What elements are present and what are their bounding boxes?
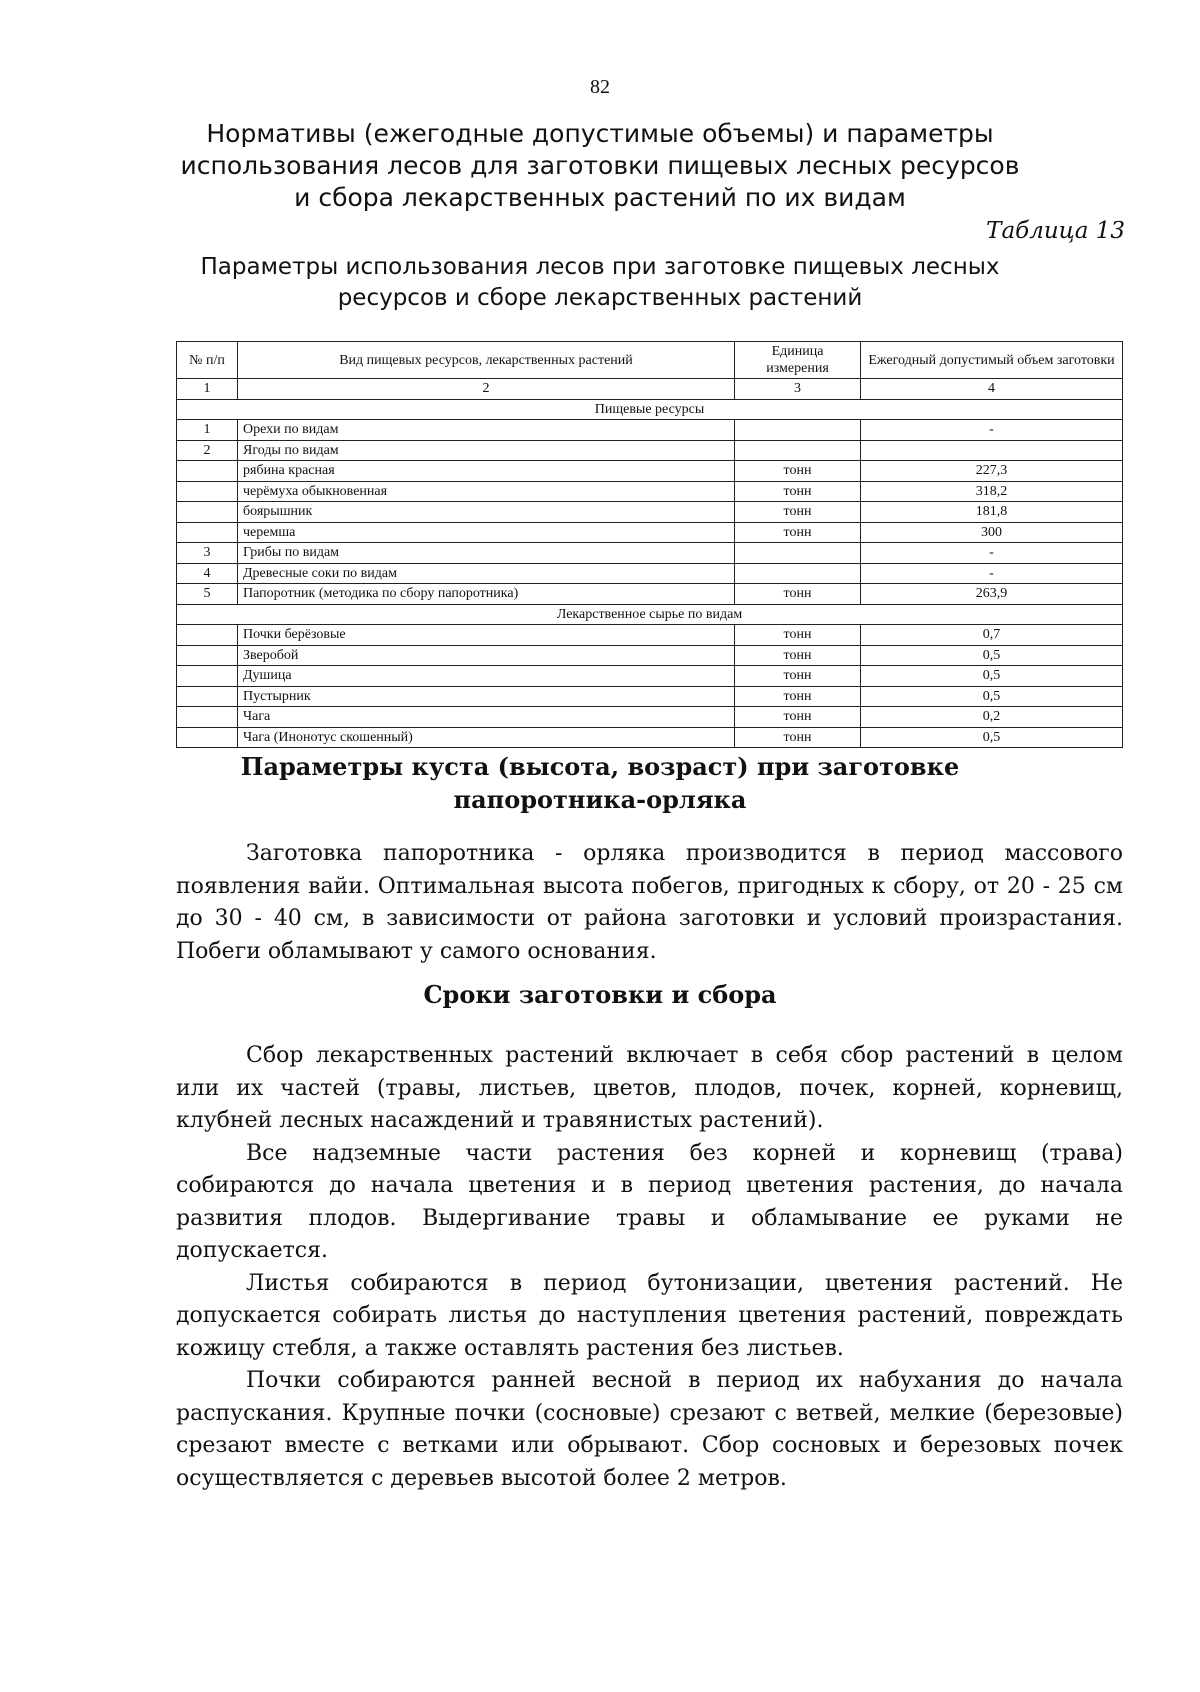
row-number xyxy=(177,625,238,646)
resource-name: Душица xyxy=(238,666,735,687)
section-title-medicinal: Лекарственное сырье по видам xyxy=(177,604,1123,625)
resource-name: черемша xyxy=(238,522,735,543)
table-row xyxy=(177,625,1123,646)
resource-name: рябина красная xyxy=(238,461,735,482)
row-number xyxy=(177,666,238,687)
column-number: 1 xyxy=(177,379,238,400)
volume-cell: 227,3 xyxy=(861,461,1123,482)
row-number xyxy=(177,481,238,502)
volume-cell: 300 xyxy=(861,522,1123,543)
volume-cell xyxy=(861,440,1123,461)
unit-cell: тонн xyxy=(735,707,861,728)
document-title: Нормативы (ежегодные допустимые объемы) и параметры использования лесов для заготовки пищевых лесных ресурсов и сбора лекарственных растений по их видам xyxy=(180,119,1020,212)
harvest-paragraphs xyxy=(176,1040,1123,1495)
unit-cell: тонн xyxy=(735,522,861,543)
table-row xyxy=(177,727,1123,748)
volume-cell: 0,5 xyxy=(861,645,1123,666)
volume-cell: - xyxy=(861,543,1123,564)
paragraph-fern: Заготовка папоротника - орляка производится в период массового появления вайи. Оптимальная высота побегов, пригодных к сбору, от 20 - 25 см до 30 - 40 см, в зависимости от района заготовки и условий произрастания. Побеги обламывают у самого основания. xyxy=(176,841,1123,964)
heading-fern-parameters: Параметры куста (высота, возраст) при заготовке папоротника-орляка xyxy=(240,752,960,814)
volume-cell: 181,8 xyxy=(861,502,1123,523)
paragraph: Все надземные части растения без корней и корневищ (трава) собираются до начала цветения и в период цветения растения, до начала развития плодов. Выдергивание травы и обламывание ее руками не допускается. xyxy=(176,1140,1123,1263)
row-number xyxy=(177,645,238,666)
row-number xyxy=(177,522,238,543)
section-title-food: Пищевые ресурсы xyxy=(177,399,1123,420)
resource-name: Зверобой xyxy=(238,645,735,666)
resource-name: Пустырник xyxy=(238,686,735,707)
column-number: 2 xyxy=(238,379,735,400)
resource-name: Ягоды по видам xyxy=(238,440,735,461)
header-annual-volume: Ежегодный допустимый объем заготовки xyxy=(861,342,1123,379)
unit-cell: тонн xyxy=(735,686,861,707)
row-number: 5 xyxy=(177,584,238,605)
heading-harvest-terms: Сроки заготовки и сбора xyxy=(423,980,777,1009)
table-label: Таблица 13 xyxy=(986,218,1125,244)
table-row xyxy=(177,686,1123,707)
volume-cell: 0,5 xyxy=(861,666,1123,687)
row-number xyxy=(177,727,238,748)
volume-cell: - xyxy=(861,563,1123,584)
section-row-medicinal xyxy=(177,604,1123,625)
volume-cell: - xyxy=(861,420,1123,441)
unit-cell: тонн xyxy=(735,461,861,482)
resource-name: боярышник xyxy=(238,502,735,523)
section-row-food xyxy=(177,399,1123,420)
row-number: 1 xyxy=(177,420,238,441)
resource-name: Чага xyxy=(238,707,735,728)
unit-cell xyxy=(735,543,861,564)
row-number: 4 xyxy=(177,563,238,584)
header-resource-type: Вид пищевых ресурсов, лекарственных растений xyxy=(238,342,735,379)
volume-cell: 0,5 xyxy=(861,686,1123,707)
resource-name: Почки берёзовые xyxy=(238,625,735,646)
table-subtitle: Параметры использования лесов при заготовке пищевых лесных ресурсов и сборе лекарственных растений xyxy=(200,254,1000,311)
unit-cell: тонн xyxy=(735,625,861,646)
resource-name: Папоротник (методика по сбору папоротника) xyxy=(238,584,735,605)
column-number-row xyxy=(177,379,1123,400)
resource-name: Грибы по видам xyxy=(238,543,735,564)
table-row xyxy=(177,440,1123,461)
table-row xyxy=(177,481,1123,502)
unit-cell: тонн xyxy=(735,666,861,687)
unit-cell: тонн xyxy=(735,502,861,523)
paragraph: Сбор лекарственных растений включает в себя сбор растений в целом или их частей (травы, листьев, цветов, плодов, почек, корней, корневищ, клубней лесных насаждений и травянистых растений). xyxy=(176,1043,1123,1133)
volume-cell: 0,7 xyxy=(861,625,1123,646)
table-row xyxy=(177,502,1123,523)
volume-cell: 0,5 xyxy=(861,727,1123,748)
unit-cell: тонн xyxy=(735,645,861,666)
paragraph: Листья собираются в период бутонизации, цветения растений. Не допускается собирать листья до наступления цветения растений, повреждать кожицу стебля, а также оставлять растения без листьев. xyxy=(176,1270,1123,1361)
table-row xyxy=(177,522,1123,543)
volume-cell: 0,2 xyxy=(861,707,1123,728)
row-number: 3 xyxy=(177,543,238,564)
unit-cell: тонн xyxy=(735,584,861,605)
parameters-table xyxy=(176,341,1123,748)
header-number: № п/п xyxy=(177,342,238,379)
table-row xyxy=(177,584,1123,605)
table-row xyxy=(177,666,1123,687)
table-row xyxy=(177,543,1123,564)
table-row xyxy=(177,420,1123,441)
unit-cell xyxy=(735,563,861,584)
resource-name: Орехи по видам xyxy=(238,420,735,441)
header-unit: Единица измерения xyxy=(735,342,861,379)
column-number: 4 xyxy=(861,379,1123,400)
volume-cell: 263,9 xyxy=(861,584,1123,605)
table-header-row xyxy=(177,342,1123,379)
unit-cell: тонн xyxy=(735,481,861,502)
paragraph: Почки собираются ранней весной в период их набухания до начала распускания. Крупные почки (сосновые) срезают с ветвей, мелкие (березовые) срезают вместе с ветками или обрывают. Сбор сосновых и березовых почек осуществляется с деревьев высотой более 2 метров. xyxy=(176,1368,1123,1491)
row-number xyxy=(177,461,238,482)
unit-cell: тонн xyxy=(735,727,861,748)
unit-cell xyxy=(735,440,861,461)
unit-cell xyxy=(735,420,861,441)
table-row xyxy=(177,461,1123,482)
table-row xyxy=(177,563,1123,584)
volume-cell: 318,2 xyxy=(861,481,1123,502)
row-number xyxy=(177,707,238,728)
resource-name: Древесные соки по видам xyxy=(238,563,735,584)
row-number xyxy=(177,502,238,523)
row-number xyxy=(177,686,238,707)
resource-name: черёмуха обыкновенная xyxy=(238,481,735,502)
row-number: 2 xyxy=(177,440,238,461)
table-row xyxy=(177,707,1123,728)
resource-name: Чага (Инонотус скошенный) xyxy=(238,727,735,748)
table-row xyxy=(177,645,1123,666)
page-number: 82 xyxy=(590,76,610,98)
column-number: 3 xyxy=(735,379,861,400)
